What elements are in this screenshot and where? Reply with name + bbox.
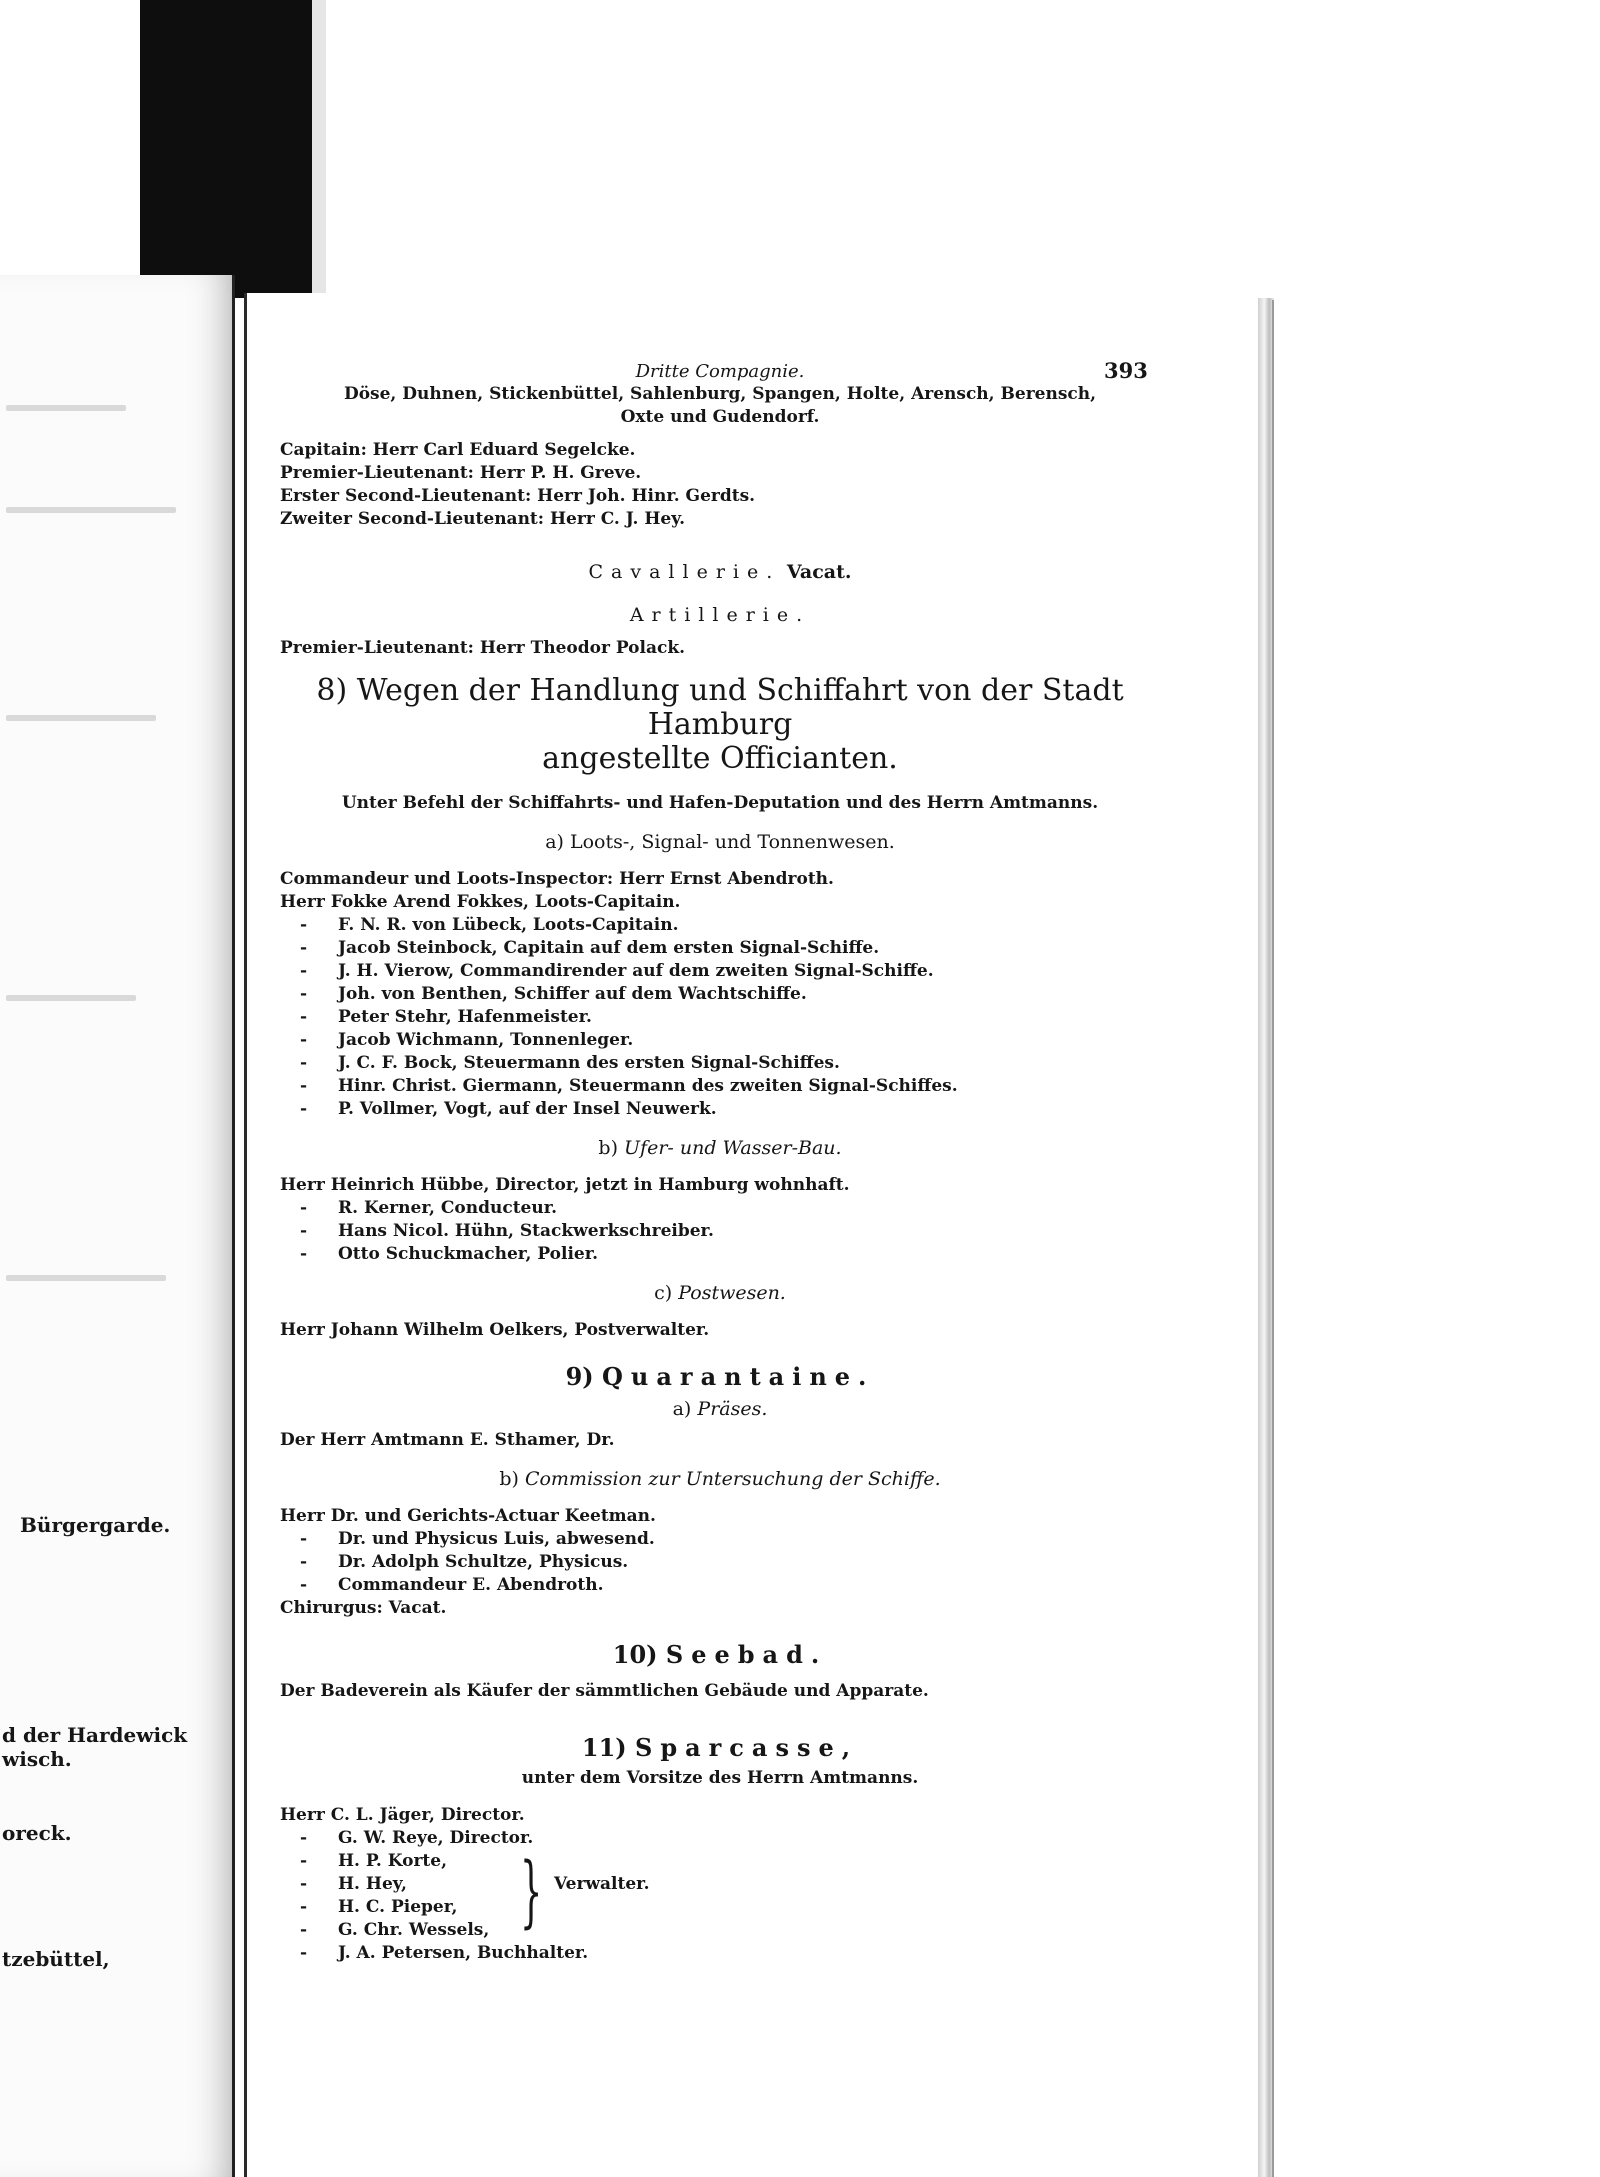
list-item-text: G. Chr. Wessels,: [338, 1920, 490, 1940]
dritte-title: Dritte Compagnie.: [635, 361, 805, 382]
entry-line: Chirurgus: Vacat.: [280, 1598, 447, 1618]
list-item-text: Peter Stehr, Hafenmeister.: [338, 1007, 592, 1027]
subsection-c-heading: [280, 1282, 1160, 1305]
list-item-text: Jacob Wichmann, Tonnenleger.: [338, 1030, 634, 1050]
list-item: [280, 1052, 1160, 1075]
entry-line: Herr Fokke Arend Fokkes, Loots-Capitain.: [280, 892, 681, 912]
section-10-title: Seebad.: [665, 1640, 828, 1669]
officer-line: Premier-Lieutenant: Herr P. H. Greve.: [280, 463, 642, 483]
list-item: [280, 1528, 1160, 1551]
list-item: [280, 1243, 1160, 1266]
left-fragment: Bürgergarde.: [20, 1513, 171, 1537]
dash: -: [300, 1874, 308, 1894]
section-11-title: Sparcasse,: [635, 1733, 859, 1762]
list-item: [280, 1197, 1160, 1220]
section-10-heading: [280, 1640, 1160, 1670]
dash: -: [300, 915, 308, 935]
subsection-b-heading: [280, 1137, 1160, 1160]
list-item-text: F. N. R. von Lübeck, Loots-Capitain.: [338, 915, 679, 935]
list-item: [280, 1098, 1160, 1121]
subsection-a-heading: [280, 1398, 1160, 1421]
subsection-title: Ufer- und Wasser-Bau.: [624, 1137, 842, 1159]
befehl-line: Unter Befehl der Schiffahrts- und Hafen-Deputation und des Herrn Amtmanns.: [341, 793, 1099, 813]
dash: -: [300, 1552, 308, 1572]
list-item: [280, 1029, 1160, 1052]
cavallerie-heading: [280, 561, 1160, 584]
curly-brace-icon: }: [520, 1847, 543, 1937]
list-item: [280, 1220, 1160, 1243]
list-item-text: H. P. Korte,: [338, 1851, 447, 1871]
section-8-title-cont: angestellte Officianten.: [542, 741, 898, 776]
list-item: [280, 1006, 1160, 1029]
section-9-heading: [280, 1362, 1160, 1392]
artillerie-line: Premier-Lieutenant: Herr Theodor Polack.: [280, 638, 686, 658]
page-number: 393: [1104, 358, 1148, 383]
officer-line: Capitain: Herr Carl Eduard Segelcke.: [280, 440, 636, 460]
list-item: [280, 1075, 1160, 1098]
dash: -: [300, 1575, 308, 1595]
subsection-label: a): [672, 1398, 692, 1420]
list-item: [280, 1896, 1160, 1919]
entry-line: Herr Heinrich Hübbe, Director, jetzt in Hamburg wohnhaft.: [280, 1175, 850, 1195]
left-fragment: wisch.: [2, 1747, 72, 1771]
officer-line: Zweiter Second-Lieutenant: Herr C. J. Hey.: [280, 509, 686, 529]
list-item-text: Hinr. Christ. Giermann, Steuermann des zweiten Signal-Schiffes.: [338, 1076, 958, 1096]
list-item-text: Jacob Steinbock, Capitain auf dem ersten Signal-Schiffe.: [338, 938, 880, 958]
list-item-text: J. A. Petersen, Buchhalter.: [338, 1943, 589, 1963]
dash: -: [300, 1007, 308, 1027]
list-item-text: Joh. von Benthen, Schiffer auf dem Wachtschiffe.: [338, 984, 807, 1004]
section-9-number: 9): [565, 1362, 594, 1391]
list-item: [280, 937, 1160, 960]
faint-line: [6, 405, 126, 411]
list-item: [280, 1942, 1160, 1965]
list-item: [280, 1574, 1160, 1597]
subsection-b-heading: [280, 1468, 1160, 1491]
subsection-title: Präses.: [697, 1398, 768, 1420]
dash: -: [300, 984, 308, 1004]
left-fragment: d der Hardewick: [2, 1723, 188, 1747]
list-item-text: P. Vollmer, Vogt, auf der Insel Neuwerk.: [338, 1099, 717, 1119]
subsection-title: Commission zur Untersuchung der Schiffe.: [524, 1468, 941, 1490]
binding-strip: [140, 0, 326, 298]
list-item-text: Dr. Adolph Schultze, Physicus.: [338, 1552, 629, 1572]
list-item-text: J. H. Vierow, Commandirender auf dem zweiten Signal-Schiffe.: [338, 961, 934, 981]
page-edge-line: [1272, 300, 1274, 2177]
entry-line: Herr Dr. und Gerichts-Actuar Keetman.: [280, 1506, 656, 1526]
list-item: [280, 1873, 1160, 1896]
section-8-number: 8): [316, 673, 348, 708]
dash: -: [300, 1828, 308, 1848]
places-line: Oxte und Gudendorf.: [620, 407, 820, 427]
list-item-text: J. C. F. Bock, Steuermann des ersten Signal-Schiffes.: [338, 1053, 840, 1073]
faint-line: [6, 715, 156, 721]
subsection-a-heading: [280, 831, 1160, 854]
cavallerie-status: Vacat.: [786, 561, 852, 583]
list-item: [280, 960, 1160, 983]
dash: -: [300, 1529, 308, 1549]
subsection-title: Loots-, Signal- und Tonnenwesen.: [570, 831, 895, 853]
dash: -: [300, 1244, 308, 1264]
officer-line: Erster Second-Lieutenant: Herr Joh. Hinr. Gerdts.: [280, 486, 756, 506]
dash: -: [300, 1099, 308, 1119]
dash: -: [300, 1920, 308, 1940]
list-item: [280, 1850, 1160, 1873]
left-fragment: oreck.: [2, 1821, 72, 1845]
list-item: [280, 983, 1160, 1006]
list-item: [280, 1919, 1160, 1942]
subsection-label: c): [654, 1282, 673, 1304]
subsection-label: b): [499, 1468, 519, 1490]
verwalter-label: Verwalter.: [554, 1874, 650, 1894]
faint-line: [6, 1275, 166, 1281]
dash: -: [300, 1030, 308, 1050]
left-page: [0, 275, 235, 2177]
faint-line: [6, 995, 136, 1001]
cavallerie-word: Cavallerie.: [588, 561, 781, 583]
dash: -: [300, 1053, 308, 1073]
section-11-subtitle: unter dem Vorsitze des Herrn Amtmanns.: [521, 1768, 919, 1788]
dash: -: [300, 938, 308, 958]
list-item-text: Commandeur E. Abendroth.: [338, 1575, 604, 1595]
subsection-label: a): [545, 831, 564, 853]
dash: -: [300, 1943, 308, 1963]
list-item-text: Otto Schuckmacher, Polier.: [338, 1244, 599, 1264]
page-content: [280, 360, 1160, 1965]
entry-line: Herr C. L. Jäger, Director.: [280, 1805, 525, 1825]
list-item-text: Hans Nicol. Hühn, Stackwerkschreiber.: [338, 1221, 714, 1241]
entry-line: Der Herr Amtmann E. Sthamer, Dr.: [280, 1430, 615, 1450]
section-8-heading: [280, 674, 1160, 776]
dash: -: [300, 1851, 308, 1871]
list-item-text: Dr. und Physicus Luis, abwesend.: [338, 1529, 655, 1549]
list-item: [280, 1827, 1160, 1850]
list-item-text: H. Hey,: [338, 1874, 407, 1894]
list-item-text: H. C. Pieper,: [338, 1897, 458, 1917]
list-item: [280, 914, 1160, 937]
artillerie-heading: Artillerie.: [629, 604, 811, 626]
list-item: [280, 1551, 1160, 1574]
dash: -: [300, 1198, 308, 1218]
list-item-text: G. W. Reye, Director.: [338, 1828, 534, 1848]
dash: -: [300, 1897, 308, 1917]
dash: -: [300, 961, 308, 981]
faint-line: [6, 507, 176, 513]
section-8-title: Wegen der Handlung und Schiffahrt von der Stadt Hamburg: [356, 673, 1124, 742]
subsection-title: Postwesen.: [678, 1282, 786, 1304]
verwalter-group: [280, 1827, 1160, 1965]
places-line: Döse, Duhnen, Stickenbüttel, Sahlenburg, Spangen, Holte, Arensch, Berensch,: [343, 384, 1097, 404]
section-11-heading: [280, 1733, 1160, 1763]
dash: -: [300, 1221, 308, 1241]
list-item-text: R. Kerner, Conducteur.: [338, 1198, 558, 1218]
section-10-number: 10): [612, 1640, 658, 1669]
left-fragment: tzebüttel,: [2, 1947, 110, 1971]
section-11-number: 11): [581, 1733, 627, 1762]
subsection-label: b): [598, 1137, 618, 1159]
entry-line: Herr Johann Wilhelm Oelkers, Postverwalter.: [280, 1320, 710, 1340]
entry-line: Commandeur und Loots-Inspector: Herr Ernst Abendroth.: [280, 869, 834, 889]
entry-line: Der Badeverein als Käufer der sämmtlichen Gebäude und Apparate.: [280, 1681, 929, 1701]
dash: -: [300, 1076, 308, 1096]
section-9-title: Quarantaine.: [602, 1362, 875, 1391]
